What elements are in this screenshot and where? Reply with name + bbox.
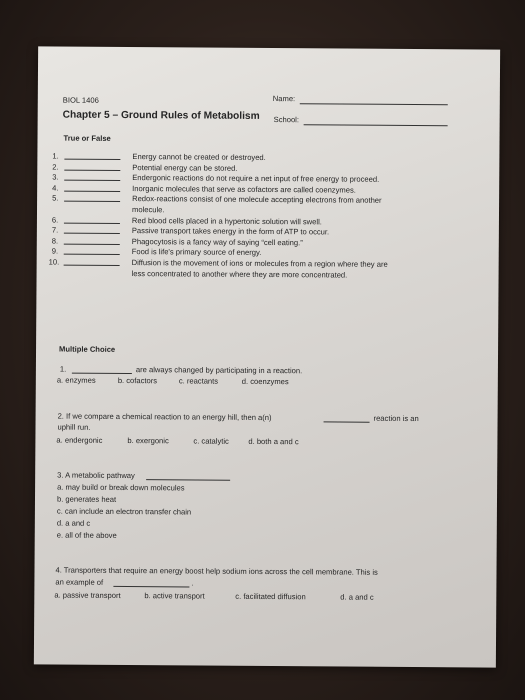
tf-answer-blank[interactable] — [64, 233, 120, 234]
tf-answer-blank[interactable] — [64, 243, 120, 244]
tf-number: 6. — [51, 215, 59, 225]
q2-text-line2: uphill run. — [57, 422, 91, 432]
q3-option-a: a. may build or break down molecules — [57, 482, 185, 493]
tf-statement: Phagocytosis is a fancy way of saying “cell eating.” — [131, 236, 303, 248]
tf-statement: Endergonic reactions do not require a net input of free energy to proceed. — [132, 173, 380, 184]
q3-option-e: e. all of the above — [56, 530, 117, 540]
q4-option-a: a. passive transport — [54, 590, 121, 600]
q3-option-c: c. can include an electron transfer chain — [56, 506, 192, 517]
tf-number: 8. — [51, 236, 59, 246]
tf-statement: Food is life's primary source of energy. — [131, 247, 262, 258]
q2-text: 2. If we compare a chemical reaction to an energy hill, then a(n) — [57, 411, 272, 423]
tf-statement: molecule. — [131, 205, 165, 215]
school-field[interactable] — [304, 124, 448, 126]
q1-text: are always changed by participating in a reaction. — [135, 365, 303, 376]
q3-option-d: d. a and c — [56, 518, 91, 528]
tf-answer-blank[interactable] — [64, 159, 120, 160]
tf-number: 2. — [52, 162, 59, 172]
tf-answer-blank[interactable] — [64, 265, 120, 266]
q2-answer-blank[interactable] — [324, 421, 370, 422]
chapter-title: Chapter 5 – Ground Rules of Metabolism — [62, 109, 260, 122]
q4-text: 4. Transporters that require an energy boost help sodium ions across the cell membrane. This is — [55, 565, 378, 577]
q3-option-b: b. generates heat — [56, 494, 117, 504]
tf-number: 9. — [51, 246, 59, 256]
tf-statement: Red blood cells placed in a hypertonic solution will swell. — [131, 215, 322, 226]
tf-statement: Redox-reactions consist of one molecule accepting electrons from another — [132, 194, 382, 206]
multiple-choice-heading: Multiple Choice — [59, 344, 116, 354]
tf-number: 1. — [52, 151, 59, 161]
q2-option-d: d. both a and c — [248, 436, 299, 447]
q1-number: 1. — [59, 364, 67, 374]
q4-period: . — [191, 578, 194, 588]
q2-text-end: reaction is an — [373, 413, 419, 424]
q3-answer-blank[interactable] — [146, 479, 230, 481]
worksheet-page — [34, 46, 500, 667]
tf-answer-blank[interactable] — [64, 201, 120, 202]
q4-text-line2: an example of — [55, 577, 104, 587]
q4-option-b: b. active transport — [144, 591, 205, 601]
q1-option-c: c. reactants — [178, 376, 219, 386]
q3-text: 3. A metabolic pathway — [57, 470, 135, 481]
name-field[interactable] — [300, 103, 448, 105]
tf-number: 7. — [51, 225, 59, 235]
tf-statement: Inorganic molecules that serve as cofactors are called coenzymes. — [132, 183, 356, 195]
school-label: School: — [273, 115, 300, 125]
tf-statement: Passive transport takes energy in the form of ATP to occur. — [131, 226, 330, 237]
tf-number: 5. — [52, 193, 59, 203]
q1-option-a: a. enzymes — [56, 375, 96, 385]
tf-number: 10. — [48, 257, 60, 267]
tf-statement: less concentrated to another where they are more concentrated. — [131, 268, 348, 280]
tf-statement: Potential energy can be stored. — [132, 162, 238, 173]
q2-option-a: a. endergonic — [56, 435, 103, 445]
tf-statement: Energy cannot be created or destroyed. — [132, 152, 266, 162]
tf-answer-blank[interactable] — [64, 254, 120, 255]
tf-number: 4. — [52, 183, 59, 193]
tf-statement: Diffusion is the movement of ions or molecules from a region where they are — [131, 258, 388, 269]
tf-answer-blank[interactable] — [64, 169, 120, 170]
tf-answer-blank[interactable] — [64, 190, 120, 191]
q2-option-c: c. catalytic — [193, 436, 229, 446]
name-label: Name: — [272, 94, 296, 104]
q1-option-b: b. cofactors — [117, 375, 158, 386]
q1-option-d: d. coenzymes — [241, 376, 289, 387]
tf-number: 3. — [52, 172, 59, 182]
q4-answer-blank[interactable] — [113, 586, 189, 588]
course-code: BIOL 1406 — [62, 95, 99, 105]
tf-answer-blank[interactable] — [64, 222, 120, 223]
q4-option-d: d. a and c — [340, 592, 374, 602]
q2-option-b: b. exergonic — [127, 436, 169, 446]
true-false-heading: True or False — [63, 133, 111, 143]
q1-answer-blank[interactable] — [72, 373, 132, 374]
q4-option-c: c. facilitated diffusion — [235, 591, 306, 602]
tf-answer-blank[interactable] — [64, 180, 120, 181]
